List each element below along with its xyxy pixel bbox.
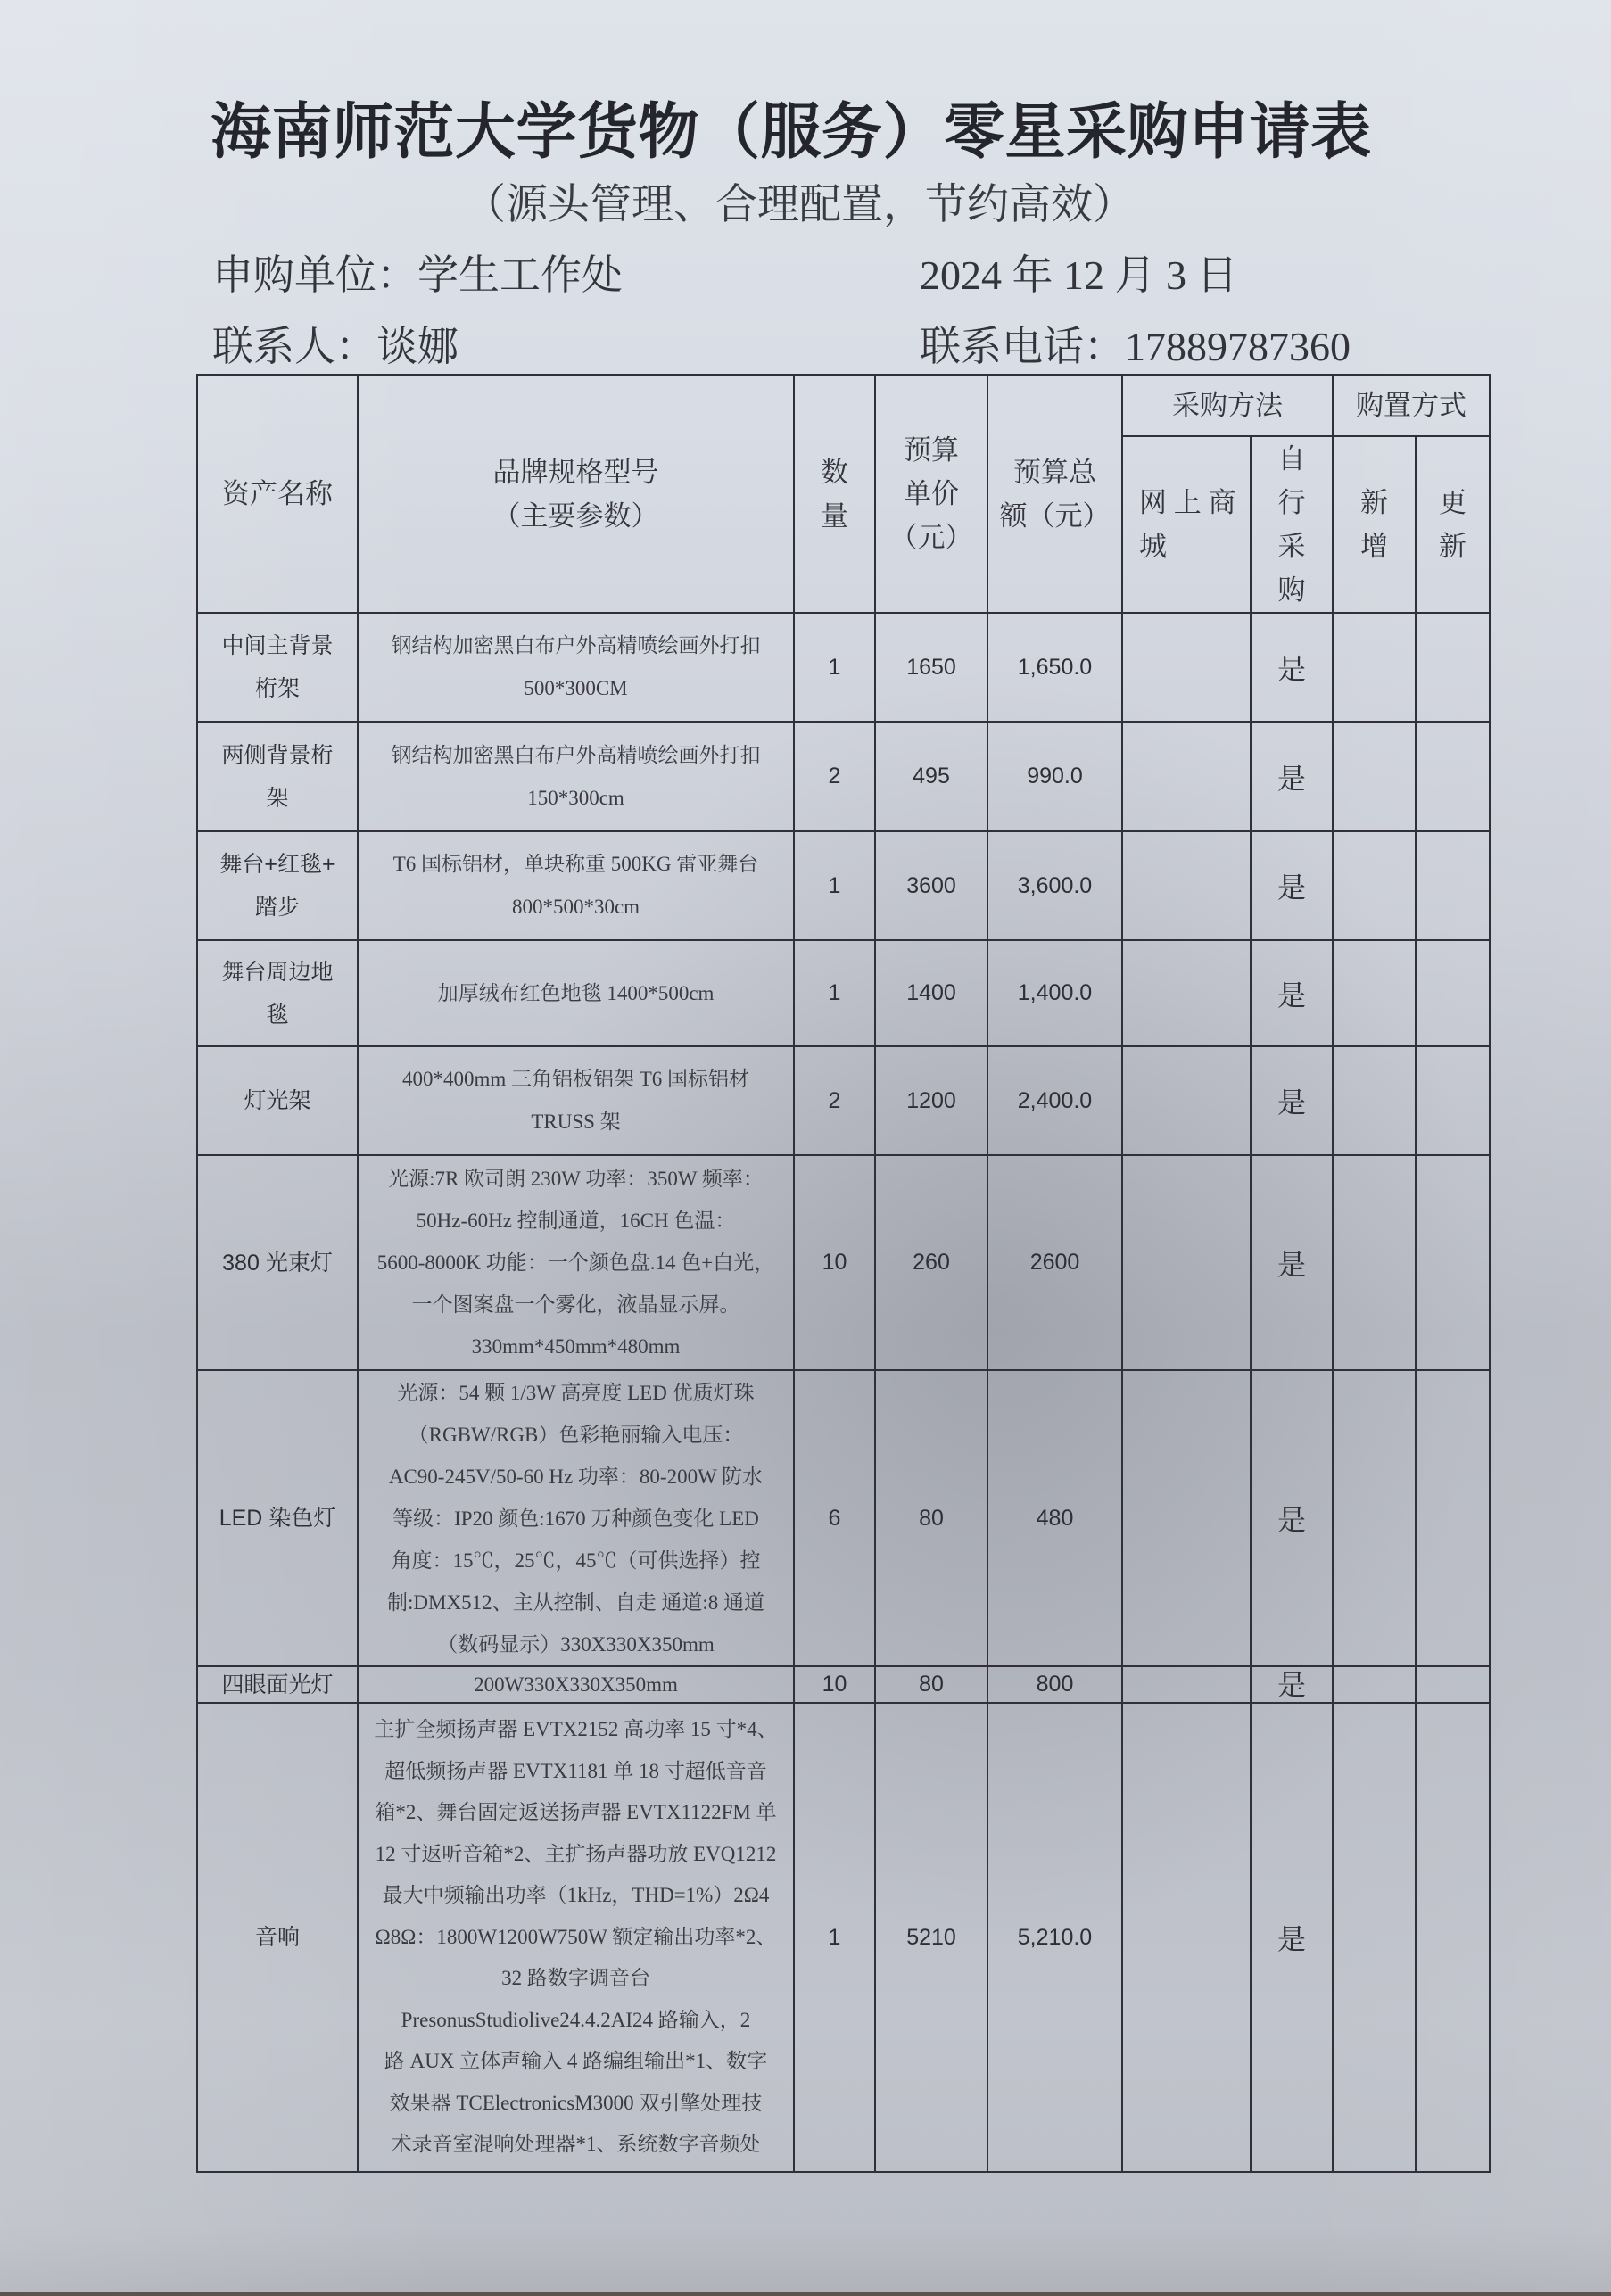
application-date: 2024 年 12 月 3 日 [920, 252, 1238, 298]
total-cell: 1,650.0 [987, 613, 1122, 722]
quantity-cell: 1 [794, 940, 875, 1046]
spec-cell [358, 831, 794, 940]
quantity-cell: 10 [794, 1666, 875, 1703]
spec-cell [358, 940, 794, 1046]
spec-line: 等级：IP20 颜色:1670 万种颜色变化 LED [392, 1507, 759, 1530]
self-purchase-cell: 是 [1251, 1155, 1333, 1370]
online-mall-cell [1122, 722, 1251, 831]
renew-cell [1416, 1155, 1490, 1370]
new-cell [1333, 1703, 1416, 2172]
contact-label: 联系人： [212, 324, 376, 369]
header-label: 数 [821, 456, 848, 488]
unit-price-cell: 495 [875, 722, 987, 831]
renew-cell [1416, 722, 1490, 831]
spec-line: 加厚绒布红色地毯 1400*500cm [437, 981, 715, 1004]
asset-name-cell [197, 1155, 358, 1370]
spec-line: 一个图案盘一个雾化，液晶显示屏。 [411, 1293, 740, 1316]
header-spec [358, 375, 794, 613]
table-row [197, 940, 1490, 1046]
asset-name: 舞台+红毯+ [219, 852, 335, 877]
quantity-cell: 1 [794, 831, 875, 940]
spec-line: 500*300CM [524, 677, 628, 699]
header-total [987, 375, 1122, 613]
self-purchase-cell: 是 [1251, 1703, 1333, 2172]
unit-price-cell: 3600 [875, 831, 987, 940]
unit-price-cell: 80 [875, 1666, 987, 1703]
header-label: 单价 [904, 478, 959, 509]
header-label: 更 [1439, 487, 1466, 518]
header-unit-price [875, 375, 987, 613]
spec-line: 最大中频输出功率（1kHz，THD=1%）2Ω4 [382, 1884, 770, 1907]
asset-name-cell [197, 831, 358, 940]
table-row [197, 1703, 1490, 2172]
total-cell: 480 [987, 1370, 1122, 1666]
spec-cell [358, 722, 794, 831]
self-purchase-cell: 是 [1251, 613, 1333, 722]
unit-price-cell: 1650 [875, 613, 987, 722]
quantity-cell: 2 [794, 722, 875, 831]
asset-name-cell [197, 1370, 358, 1666]
spec-line: PresonusStudiolive24.4.2AI24 路输入，2 [401, 2008, 751, 2031]
spec-line: 钢结构加密黑白布户外高精喷绘画外打扣 [391, 743, 761, 766]
unit-price-cell: 1200 [875, 1046, 987, 1155]
spec-line: （数码显示）330X330X350mm [437, 1632, 715, 1656]
spec-line: 光源:7R 欧司朗 230W 功率：350W 频率： [388, 1168, 764, 1190]
self-purchase-cell: 是 [1251, 722, 1333, 831]
asset-name-cell [197, 1666, 358, 1703]
contact-phone [920, 322, 1351, 372]
spec-line: 钢结构加密黑白布户外高精喷绘画外打扣 [391, 634, 761, 657]
header-row-top [197, 375, 1490, 436]
self-purchase-cell: 是 [1251, 1370, 1333, 1666]
online-mall-cell [1122, 1703, 1251, 2172]
table-row [197, 1046, 1490, 1155]
renew-cell [1416, 1703, 1490, 2172]
spec-line: 路 AUX 立体声输入 4 路编组输出*1、数字 [384, 2050, 768, 2073]
table-row [197, 1155, 1490, 1370]
total-cell: 800 [987, 1666, 1122, 1703]
contact-value: 谈娜 [376, 324, 459, 369]
online-mall-cell [1122, 940, 1251, 1046]
header-label: 采 [1277, 531, 1306, 562]
table-row [197, 831, 1490, 940]
header-renew [1416, 436, 1490, 613]
header-label: 网 上 商 [1139, 487, 1236, 518]
header-label: 城 [1139, 531, 1167, 562]
spec-line: 12 寸返听音箱*2、主扩扬声器功放 EVQ1212 [375, 1842, 777, 1865]
header-new [1333, 436, 1416, 613]
quantity-cell: 2 [794, 1046, 875, 1155]
asset-name: 架 [266, 785, 289, 811]
table-row [197, 1370, 1490, 1666]
asset-name: 380 光束灯 [222, 1250, 333, 1276]
spec-cell [358, 1666, 794, 1703]
asset-name: 舞台周边地 [221, 959, 334, 985]
header-label: （主要参数） [492, 500, 659, 532]
unit-price-cell: 260 [875, 1155, 987, 1370]
header-label: 自 [1277, 443, 1306, 475]
header-label: 预算 [904, 434, 959, 466]
new-cell [1333, 1666, 1416, 1703]
header-label: 品牌规格型号 [492, 456, 659, 488]
new-cell [1333, 1370, 1416, 1666]
renew-cell [1416, 613, 1490, 722]
new-cell [1333, 940, 1416, 1046]
header-label: 额（元） [999, 500, 1111, 532]
spec-line: 330mm*450mm*480mm [471, 1335, 681, 1358]
quantity-cell: 1 [794, 613, 875, 722]
unit-price-cell: 80 [875, 1370, 987, 1666]
unit-price-cell: 1400 [875, 940, 987, 1046]
spec-line: 箱*2、舞台固定返送扬声器 EVTX1122FM 单 [375, 1801, 777, 1824]
asset-name: 毯 [266, 1002, 289, 1028]
applicant-unit-value: 学生工作处 [417, 252, 623, 298]
online-mall-cell [1122, 613, 1251, 722]
header-label: 预算总 [1013, 456, 1096, 488]
asset-name: 踏步 [254, 895, 300, 920]
header-label: 购 [1277, 574, 1306, 606]
form-title: 海南师范大学货物（服务）零星采购申请表 [211, 98, 1372, 166]
spec-cell [358, 613, 794, 722]
self-purchase-cell: 是 [1251, 831, 1333, 940]
header-label: 购置方式 [1356, 390, 1466, 421]
online-mall-cell [1122, 1666, 1251, 1703]
applicant-unit [212, 251, 623, 301]
header-self-purchase [1251, 436, 1333, 613]
header-label: 新 [1360, 487, 1388, 518]
new-cell [1333, 613, 1416, 722]
table-row [197, 1666, 1490, 1703]
header-label: 采购方法 [1172, 390, 1283, 421]
spec-line: AC90-245V/50-60 Hz 功率：80-200W 防水 [388, 1465, 764, 1488]
spec-cell [358, 1155, 794, 1370]
spec-line: 400*400mm 三角铝板铝架 T6 国标铝材 [401, 1068, 750, 1090]
total-cell: 2600 [987, 1155, 1122, 1370]
contact-person [212, 322, 459, 372]
spec-line: Ω8Ω：1800W1200W750W 额定输出功率*2、 [375, 1925, 777, 1948]
new-cell [1333, 1155, 1416, 1370]
online-mall-cell [1122, 1370, 1251, 1666]
total-cell: 2,400.0 [987, 1046, 1122, 1155]
header-asset-name [197, 375, 358, 613]
quantity-cell: 1 [794, 1703, 875, 2172]
self-purchase-cell: 是 [1251, 1666, 1333, 1703]
header-label: （元） [889, 522, 973, 553]
spec-line: 超低频扬声器 EVTX1181 单 18 寸超低音音 [384, 1759, 767, 1782]
total-cell: 3,600.0 [987, 831, 1122, 940]
asset-name-cell [197, 940, 358, 1046]
total-cell: 990.0 [987, 722, 1122, 831]
spec-line: 效果器 TCElectronicsM3000 双引擎处理技 [389, 2091, 763, 2114]
asset-name: 中间主背景 [221, 633, 334, 658]
asset-name-cell [197, 722, 358, 831]
asset-name: 桁架 [254, 676, 300, 701]
header-acquisition-type [1333, 375, 1490, 436]
header-label: 增 [1360, 531, 1388, 562]
applicant-unit-label: 申购单位： [212, 252, 417, 298]
renew-cell [1416, 1666, 1490, 1703]
spec-cell [358, 1703, 794, 2172]
header-label: 行 [1277, 487, 1306, 518]
spec-line: 32 路数字调音台 [501, 1967, 650, 1990]
header-quantity [794, 375, 875, 613]
asset-name: 两侧背景桁 [221, 742, 334, 768]
table-row [197, 613, 1490, 722]
form-subtitle: （源头管理、合理配置，节约高效） [464, 182, 1135, 228]
spec-line: 角度：15℃，25℃，45℃（可供选择）控 [391, 1549, 761, 1572]
phone-value: 17889787360 [1125, 324, 1351, 369]
phone-label: 联系电话： [920, 324, 1125, 369]
asset-name: 灯光架 [244, 1088, 311, 1113]
spec-cell [358, 1370, 794, 1666]
new-cell [1333, 831, 1416, 940]
table-row [197, 722, 1490, 831]
quantity-cell: 10 [794, 1155, 875, 1370]
spec-cell [358, 1046, 794, 1155]
header-online-mall [1122, 436, 1251, 613]
spec-line: 制:DMX512、主从控制、自走 通道:8 通道 [387, 1590, 764, 1614]
renew-cell [1416, 1370, 1490, 1666]
spec-line: 主扩全频扬声器 EVTX2152 高功率 15 寸*4、 [374, 1718, 778, 1741]
self-purchase-cell: 是 [1251, 1046, 1333, 1155]
header-procurement-method [1122, 375, 1333, 436]
new-cell [1333, 722, 1416, 831]
spec-line: 光源：54 颗 1/3W 高亮度 LED 优质灯珠 [397, 1381, 755, 1404]
spec-line: T6 国标铝材，单块称重 500KG 雷亚舞台 [392, 853, 759, 875]
spec-line: 150*300cm [527, 786, 624, 809]
page-bottom-edge [0, 2292, 1611, 2296]
asset-name-cell [197, 1046, 358, 1155]
spec-line: 800*500*30cm [511, 896, 640, 918]
renew-cell [1416, 831, 1490, 940]
self-purchase-cell: 是 [1251, 940, 1333, 1046]
asset-name-cell [197, 613, 358, 722]
quantity-cell: 6 [794, 1370, 875, 1666]
header-label: 资产名称 [222, 478, 333, 509]
spec-line: TRUSS 架 [531, 1111, 621, 1133]
spec-line: 5600-8000K 功能：一个颜色盘.14 色+白光， [376, 1251, 775, 1274]
header-label: 新 [1439, 531, 1466, 562]
renew-cell [1416, 940, 1490, 1046]
asset-name-cell [197, 1703, 358, 2172]
total-cell: 5,210.0 [987, 1703, 1122, 2172]
asset-name: 音响 [254, 1925, 300, 1950]
spec-line: 术录音室混响处理器*1、系统数字音频处 [391, 2133, 761, 2156]
total-cell: 1,400.0 [987, 940, 1122, 1046]
spec-line: 200W330X330X350mm [474, 1672, 678, 1696]
spec-line: 50Hz-60Hz 控制通道，16CH 色温： [416, 1210, 736, 1232]
online-mall-cell [1122, 831, 1251, 940]
procurement-table [196, 374, 1491, 2173]
header-label: 量 [821, 500, 848, 532]
spec-line: （RGBW/RGB）色彩艳丽输入电压： [408, 1423, 744, 1446]
asset-name: 四眼面光灯 [221, 1672, 334, 1697]
renew-cell [1416, 1046, 1490, 1155]
asset-name: LED 染色灯 [219, 1506, 336, 1531]
online-mall-cell [1122, 1155, 1251, 1370]
new-cell [1333, 1046, 1416, 1155]
unit-price-cell: 5210 [875, 1703, 987, 2172]
online-mall-cell [1122, 1046, 1251, 1155]
